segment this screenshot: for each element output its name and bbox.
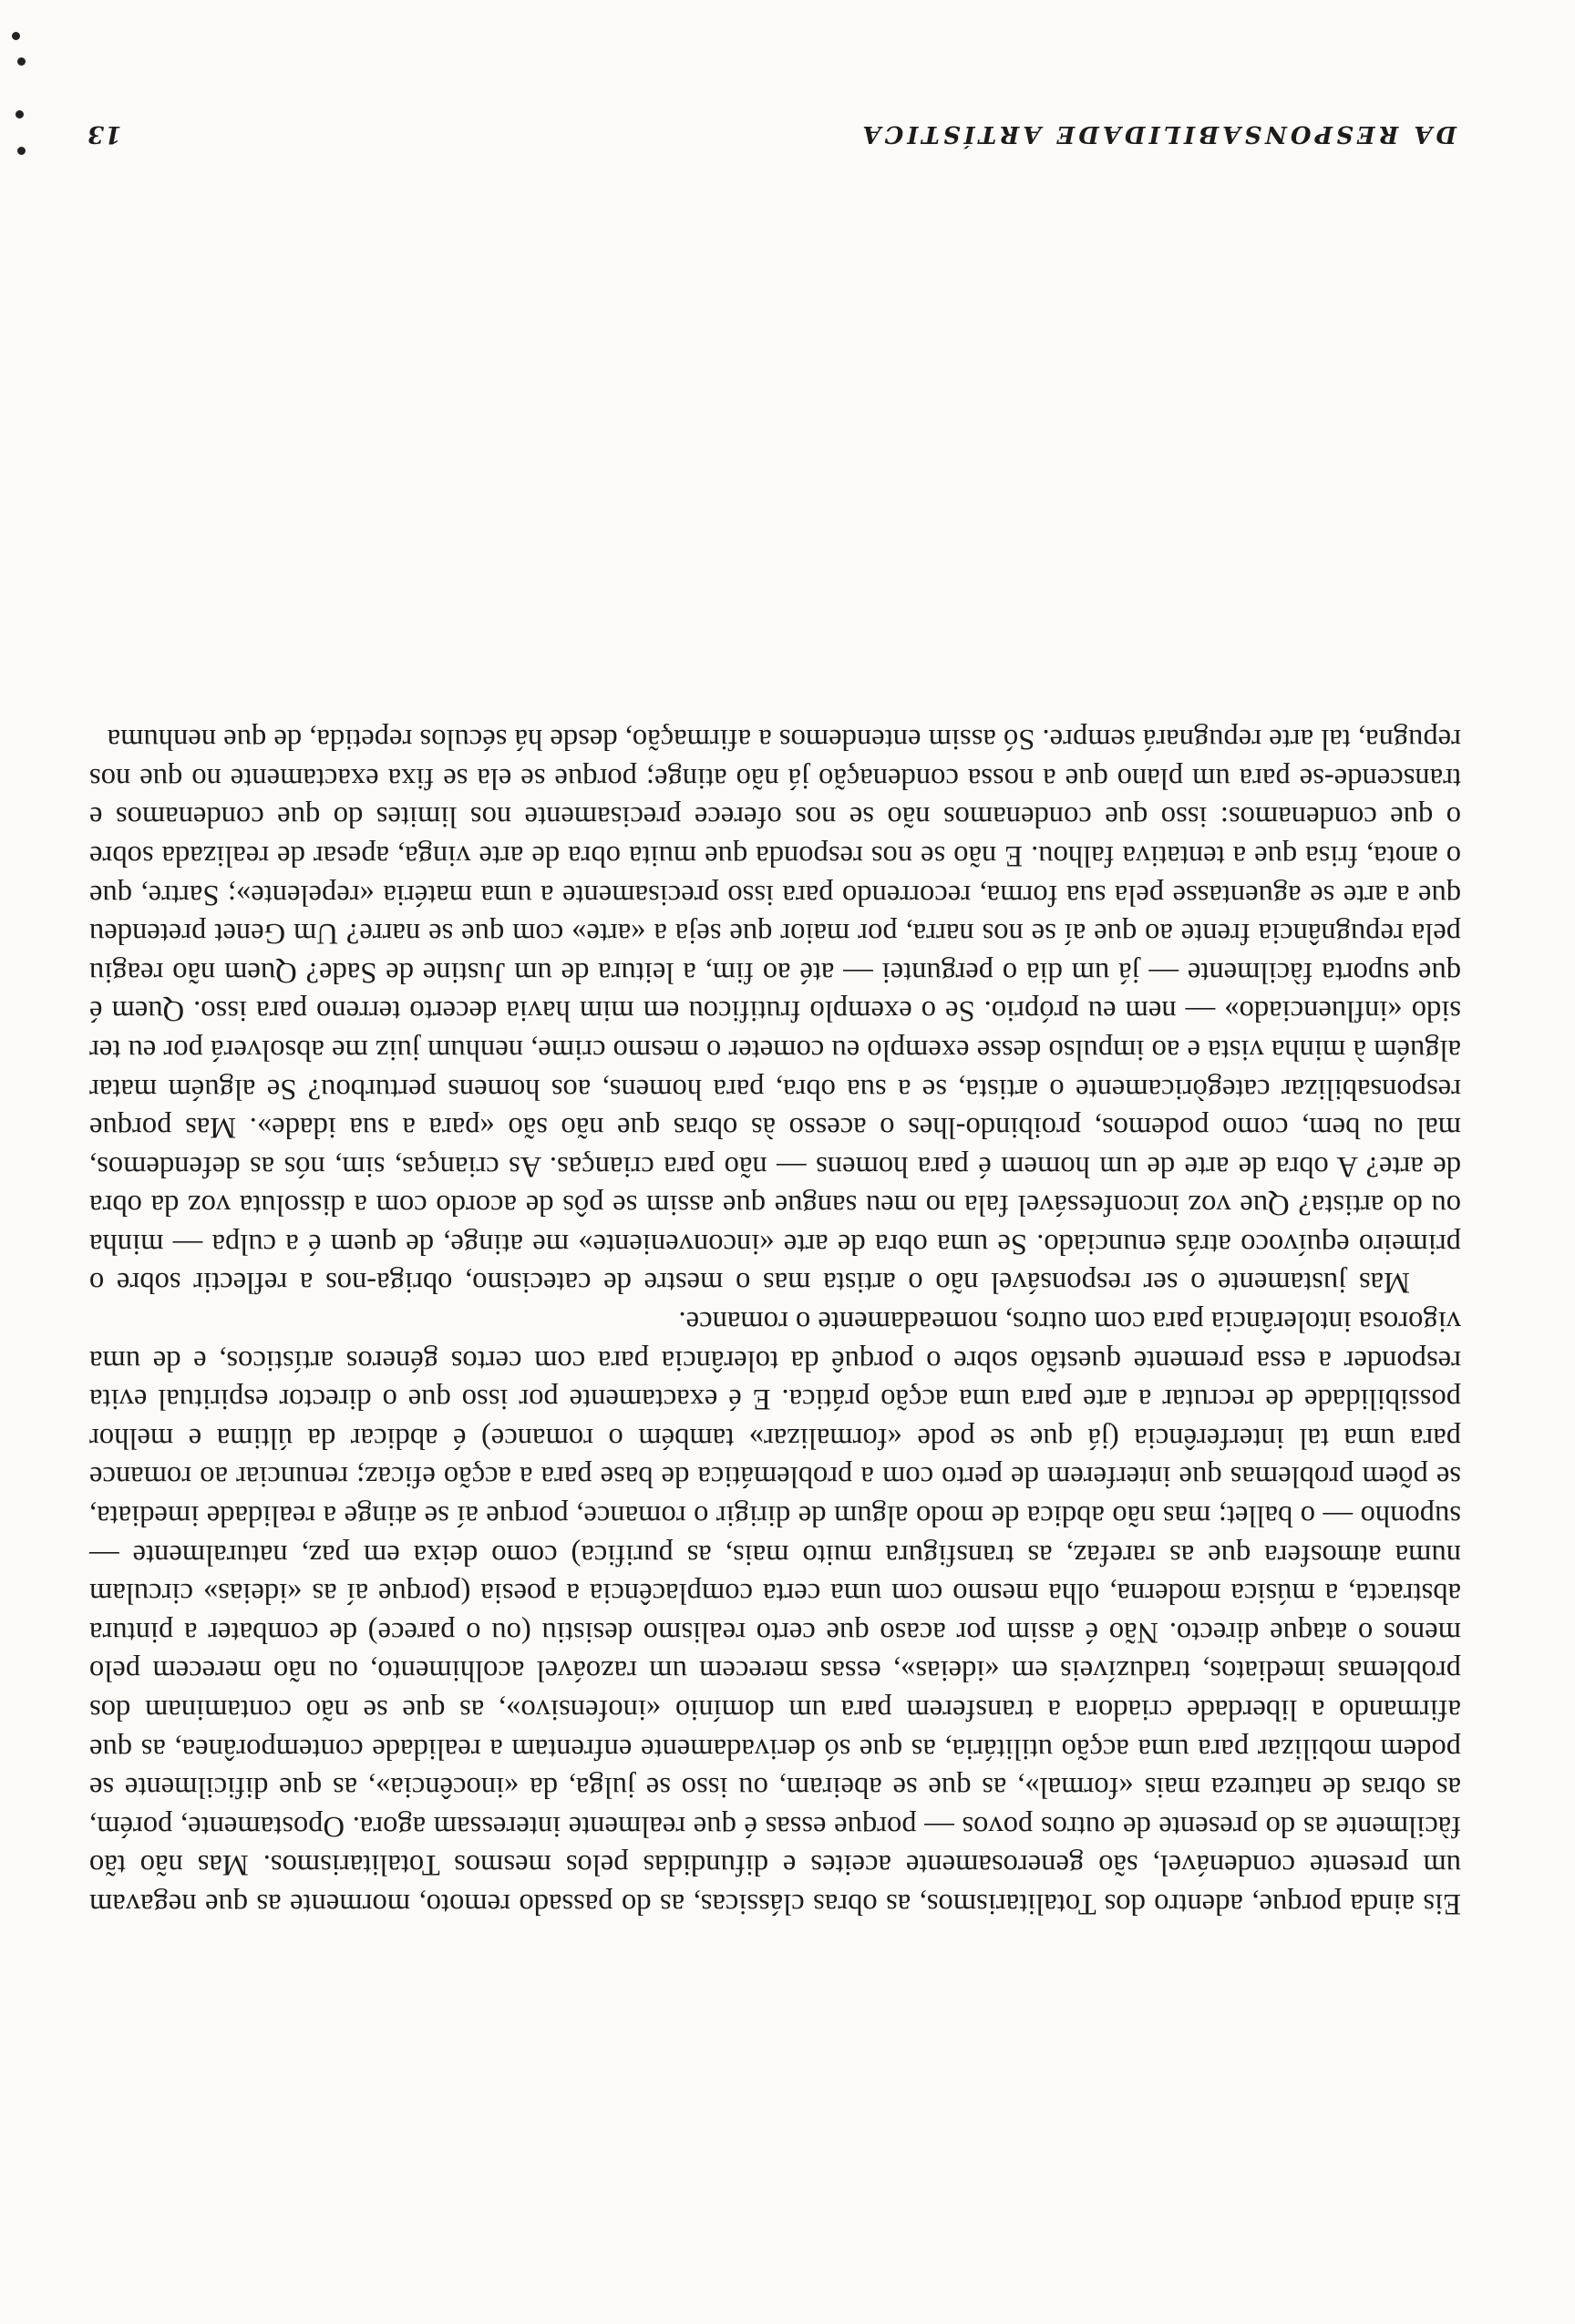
margin-dot bbox=[17, 57, 26, 66]
paragraph: Eis ainda porque, adentro dos Totalitarismos, as obras clássicas, as do passado remoto, mormente as que negavam um presente condenável, são generosamente aceites e difundidas pelos mesmos Totalitarismos. Mas não tão fàcilmente as do presente de outros povos — porque essas é que realmente interessam agora. Opostamente, porém, as obras de natureza mais «formal», as que se abeiram, ou isso se julga, da «inocência», as que dificilmente se podem mobilizar para uma acção utilitária, as que só derivadamente enfrentam a realidade contemporânea, as que afirmando a liberdade criadora a transferem para um domínio «inofensivo», as que se não contaminam dos problemas imediatos, traduzíveis em «ideias», essas merecem um razoável acolhimento, ou não merecem pelo menos o ataque directo. Não é assim por acaso que certo realismo desistiu (ou o parece) de combater a pintura abstracta, a música moderna, olha mesmo com uma certa complacência a poesia (porque aí as «ideias» circulam numa atmosfera que as rarefaz, as transfigura muito mais, as purifica) como deixa em paz, naturalmente — suponho — o ballet; mas não abdica de modo algum de dirigir o romance, porque aí se atinge a realidade imediata, se põem problemas que interferem de perto com a problemática de base para a acção eficaz; renunciar ao romance para uma tal interferência (já que se pode «formalizar» também o romance) é abdicar da última e melhor possibilidade de recrutar a arte para uma acção prática. E é exactamente por isso que o director espiritual evita responder a essa premente questão sobre o porquê da tolerância para com certos géneros artísticos, e de uma vigorosa intolerância para com outros, nomeadamente o romance. bbox=[89, 1305, 1461, 1920]
running-head-title: DA RESPONSABILIDADE ARTÍSTICA bbox=[859, 120, 1457, 148]
margin-dot bbox=[15, 110, 24, 118]
body-text bbox=[89, 720, 1461, 1923]
margin-dot bbox=[17, 147, 26, 155]
paragraph: Mas justamente o ser responsável não o artista mas o mestre de catecismo, obriga-nos a reflectir sobre o primeiro equívoco atrás enunciado. Se uma obra de arte «inconveniente» me atinge, de quem é a culpa — minha ou do artista? Que voz inconfessável fala no meu sangue que assim se pôs de acordo com a dissoluta voz da obra de arte? A obra de arte de um homem é para homens — não para crianças. As crianças, sim, nós as defendemos, mal ou bem, como podemos, proibindo-lhes o acesso às obras que não são «para a sua idade». Mas porque responsabilizar categòricamente o artista, se a sua obra, para homens, aos homens perturbou? Se alguém matar alguém à minha vista e ao impulso desse exemplo eu cometer o mesmo crime, nenhum juiz me absolverá por eu ter sido «influenciado» — nem eu próprio. Se o exemplo frutificou em mim havia decerto terreno para isso. Quem é que suporta fàcilmente — já um dia o perguntei — até ao fim, a leitura de um Justine de Sade? Quem não reagiu pela repugnância frente ao que aí se nos narra, por maior que seja a «arte» com que se narre? Um Genet pretendeu que a arte se aguentasse pela sua forma, recorrendo para isso precisamente a uma matéria «repelente»; Sartre, que o anota, frisa que a tentativa falhou. E não se nos responda que muita obra de arte vinga, apesar de realizada sobre o que condenamos: isso que condenamos não se nos oferece precisamente nos limites do que condenamos e transcende-se para um plano que a nossa condenação já não atinge; porque se ela se fixa exactamente no que nos repugna, tal arte repugnará sempre. Só assim entendemos a afirmação, desde há séculos repetida, de que nenhuma bbox=[89, 723, 1461, 1300]
running-head bbox=[87, 93, 1457, 148]
margin-dot bbox=[12, 32, 20, 40]
page-number: 13 bbox=[87, 120, 122, 148]
